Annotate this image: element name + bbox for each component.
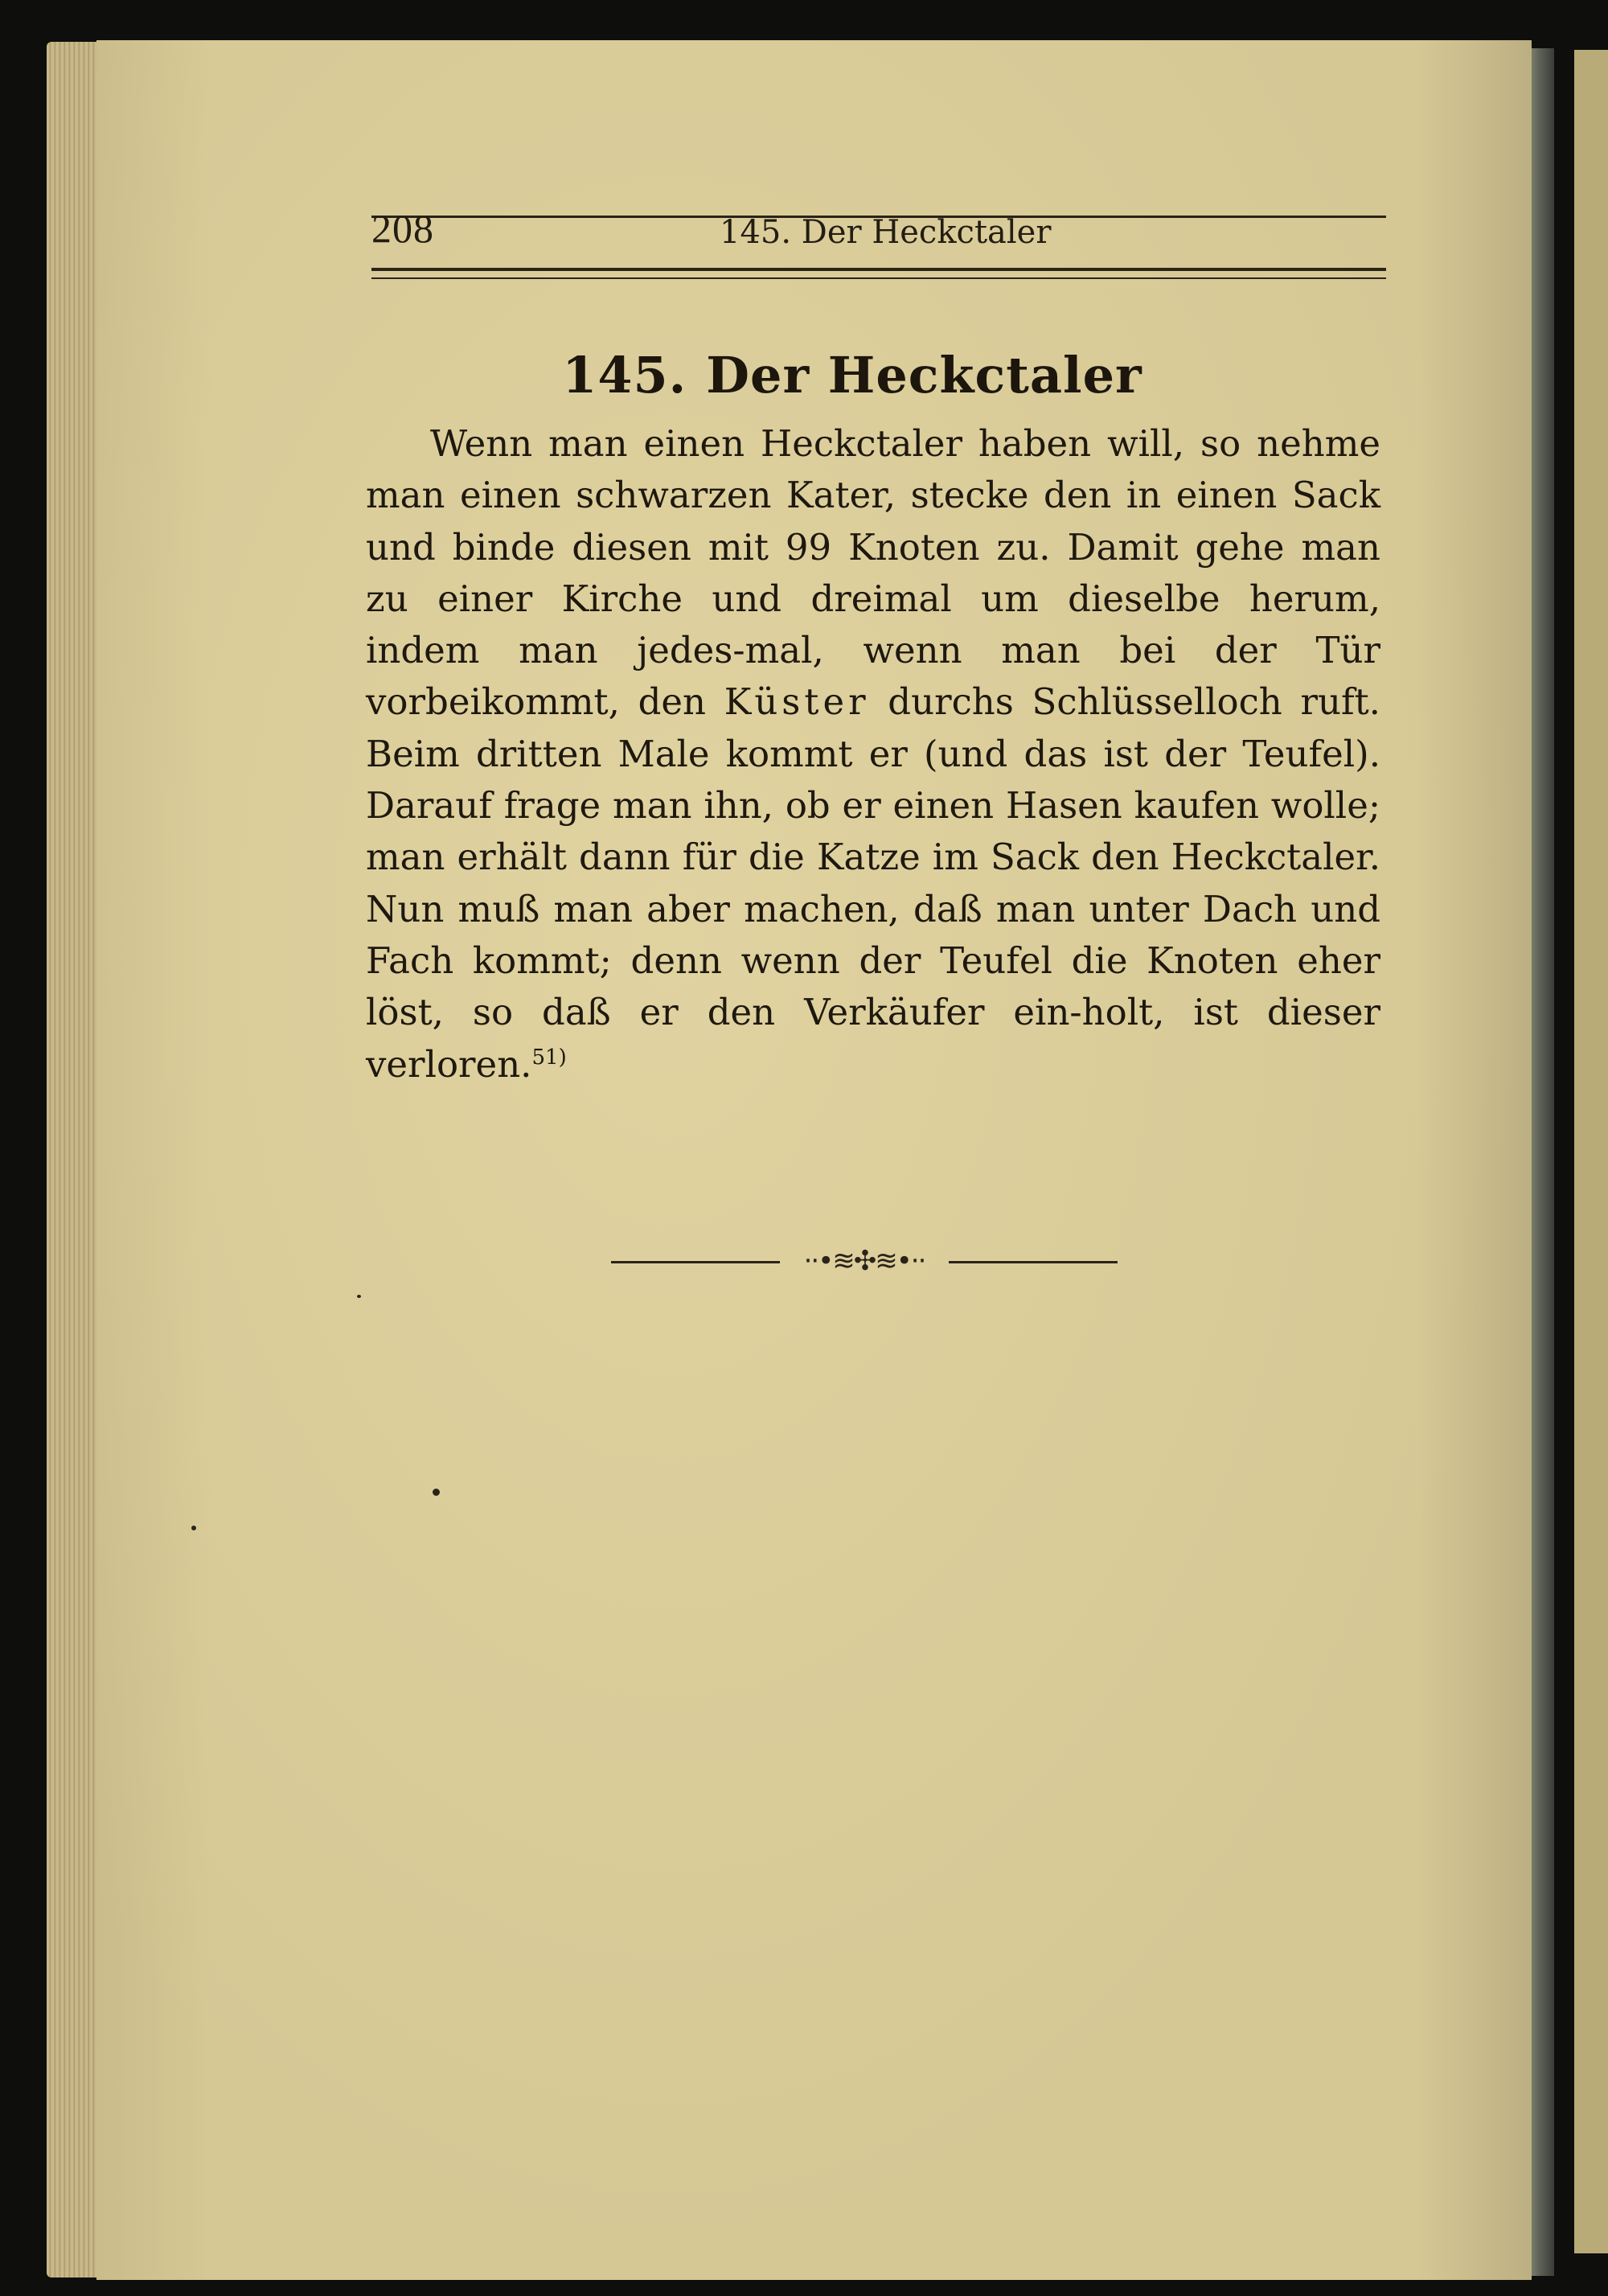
chapter-heading	[0, 346, 1608, 405]
ink-speck	[357, 1295, 361, 1298]
section-end-ornament	[611, 1238, 1118, 1287]
chapter-number: 145.	[562, 346, 687, 405]
ornament-line-right	[949, 1261, 1118, 1263]
running-head-title: 145. Der Heckctaler	[720, 214, 1052, 251]
footnote-reference: 51)	[531, 1045, 567, 1070]
ornament-line-left	[611, 1261, 780, 1263]
paragraph	[366, 418, 1380, 1090]
ink-speck	[433, 1489, 440, 1496]
ornament-flourish: ··•≋✣≋•··	[803, 1245, 925, 1277]
paragraph-text-part2: durchs Schlüsselloch ruft. Beim dritten Male kommt er (und das ist der Teufel). Darauf frage man ihn, ob er einen Hasen kaufen wolle; man erhält dann für die Katze im Sack den Heckctaler. Nun muß man aber machen, daß man unter Dach und Fach kommt; denn wenn der Teufel die Knoten eher löst, so daß er den Verkäufer ein-holt, ist dieser verloren.	[366, 680, 1380, 1086]
header-rule-double-thick	[371, 268, 1386, 271]
ink-speck	[191, 1526, 196, 1530]
page-number: 208	[371, 206, 434, 251]
header-rule-double-thin	[371, 277, 1386, 279]
emphasized-word: Küster	[724, 680, 870, 724]
body-text	[366, 418, 1380, 1090]
paragraph-text-part1: Wenn man einen Heckctaler haben will, so nehme man einen schwarzen Kater, stecke den in einen Sack und binde diesen mit 99 Knoten zu. Damit gehe man zu einer Kirche und dreimal um dieselbe herum, indem man jedes-mal, wenn man bei der Tür vorbeikommt, den	[366, 422, 1380, 724]
chapter-title: Der Heckctaler	[706, 346, 1142, 405]
